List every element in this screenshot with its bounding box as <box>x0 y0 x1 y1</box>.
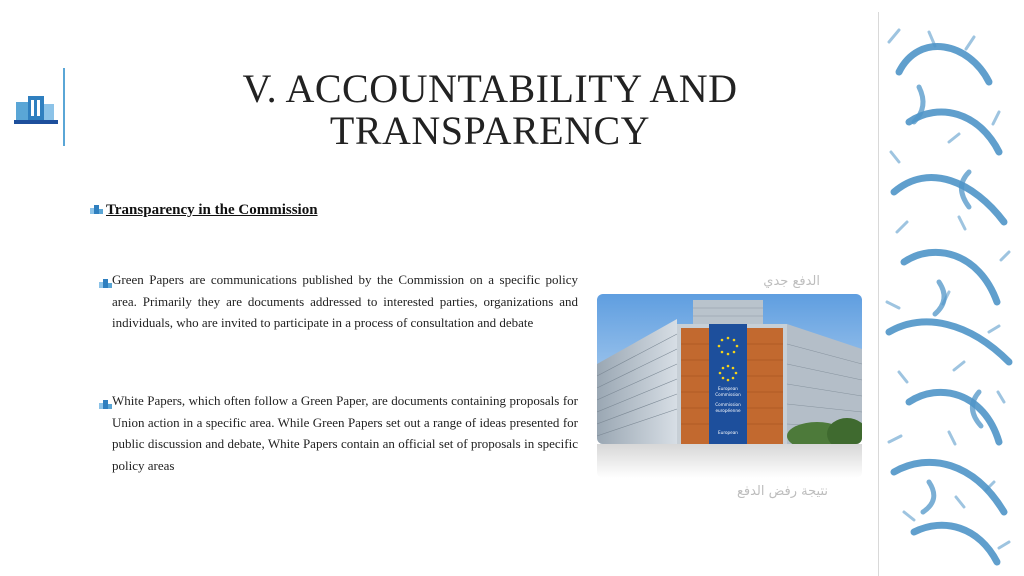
arabic-label-top: الدفع جدي <box>763 274 820 289</box>
paragraph-text: Green Papers are communications published by the Commission on a specific policy area. Primarily they are documents addressed to interested parties, organizations and individuals, who are invited to participate in a process of consultation and debate <box>112 272 578 331</box>
paragraph-text: White Papers, which often follow a Green Paper, are documents containing proposals for Union action in a specific area. While Green Papers set out a range of ideas presented for public discussion and debate, White Papers contain an official set of proposals in specific policy areas <box>112 393 578 473</box>
building-bullet-icon <box>99 395 112 406</box>
banner-line: Commission <box>715 402 741 407</box>
subheading <box>90 202 318 219</box>
slide-title: V. ACCOUNTABILITY AND TRANSPARENCY <box>242 66 738 153</box>
banner-line: Commission <box>715 392 741 397</box>
banner-line: European <box>718 430 738 435</box>
paragraph-white-papers <box>112 390 578 476</box>
paragraph-green-papers <box>112 269 578 334</box>
calligraphy-panel <box>878 12 1023 576</box>
building-photo <box>597 294 862 482</box>
building-bullet-icon <box>99 274 112 285</box>
building-bullet-icon <box>90 203 103 214</box>
banner-line: European <box>718 386 738 391</box>
banner-line: européenne <box>715 408 741 413</box>
subheading-text: Transparency in the Commission <box>106 202 318 218</box>
logo-icon <box>14 92 58 126</box>
header-divider <box>63 68 65 146</box>
arabic-label-bottom: نتيجة رفض الدفع <box>736 484 828 499</box>
